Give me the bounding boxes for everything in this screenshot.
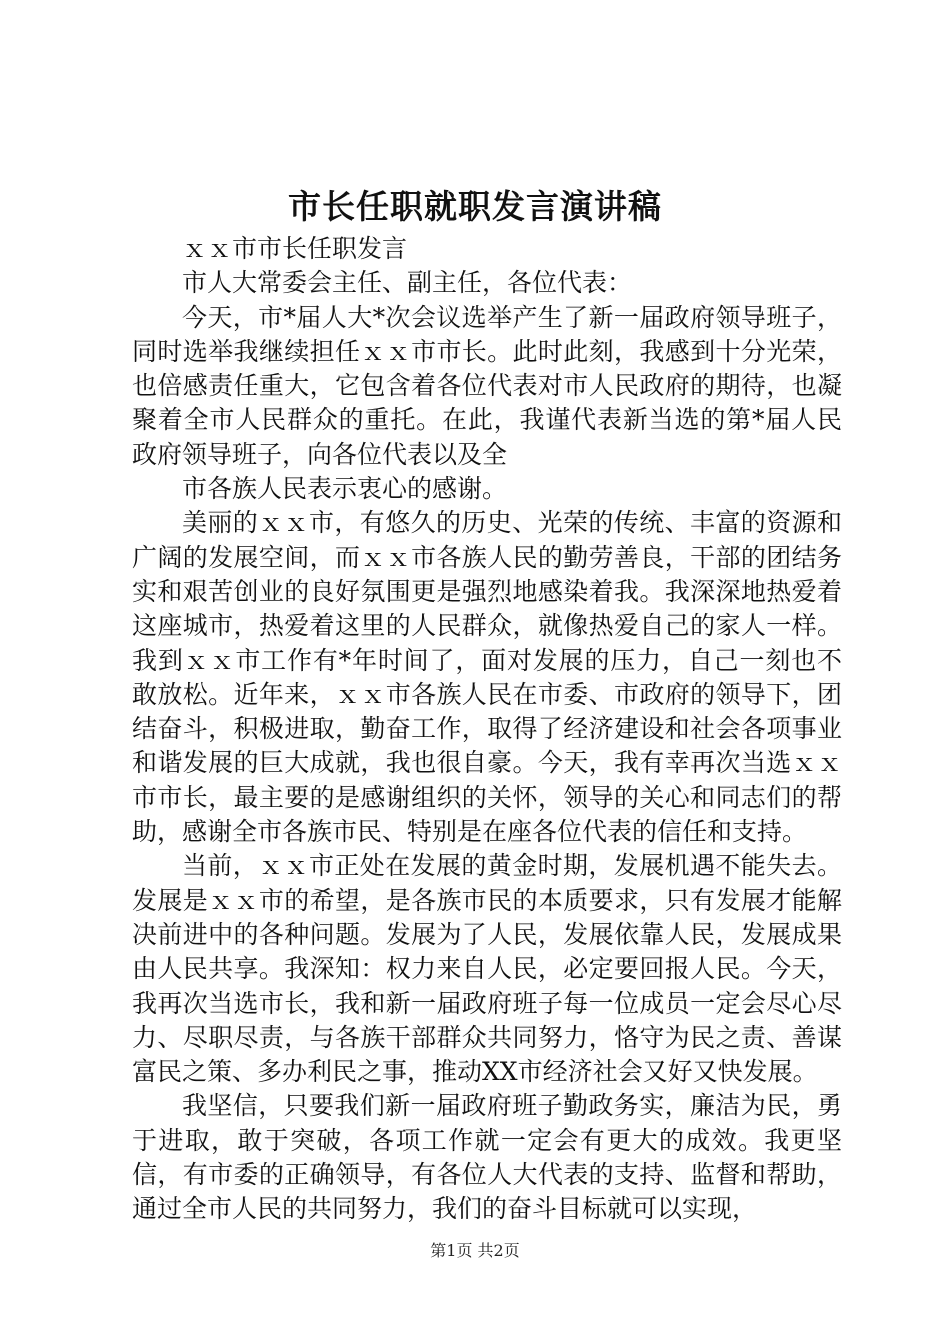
document-body (132, 232, 842, 1227)
page-footer: 第1页 共2页 (430, 1241, 520, 1260)
document-title: 市长任职就职发言演讲稿 (288, 187, 662, 226)
paragraph: 我坚信，只要我们新一届政府班子勤政务实，廉洁为民，勇于进取，敢于突破，各项工作就一定会有更大的成效。我更坚信，有市委的正确领导，有各位人大代表的支持、监督和帮助，通过全市人民的共同努力，我们的奋斗目标就可以实现， (132, 1091, 842, 1224)
paragraph-salutation: 市人大常委会主任、副主任，各位代表： (182, 268, 633, 298)
paragraph: 美丽的ｘｘ市，有悠久的历史、光荣的传统、丰富的资源和广阔的发展空间，而ｘｘ市各族人民的勤劳善良，干部的团结务实和艰苦创业的良好氛围更是强烈地感染着我。我深深地热爱着这座城市，热爱着这里的人民群众，就像热爱自己的家人一样。我到ｘｘ市工作有*年时间了，面对发展的压力，自己一刻也不敢放松。近年来，ｘｘ市各族人民在市委、市政府的领导下，团结奋斗，积极进取，勤奋工作，取得了经济建设和社会各项事业和谐发展的巨大成就，我也很自豪。今天，我有幸再次当选ｘｘ市市长，最主要的是感谢组织的关怀，领导的关心和同志们的帮助，感谢全市各族市民、特别是在座各位代表的信任和支持。 (132, 508, 842, 847)
paragraph-heading: ｘｘ市市长任职发言 (182, 234, 408, 263)
paragraph: 市各族人民表示衷心的感谢。 (182, 474, 508, 504)
paragraph: 当前，ｘｘ市正处在发展的黄金时期，发展机遇不能失去。发展是ｘｘ市的希望，是各族市民的本质要求，只有发展才能解决前进中的各种问题。发展为了人民，发展依靠人民，发展成果由人民共享。我深知：权力来自人民，必定要回报人民。今天，我再次当选市长，我和新一届政府班子每一位成员一定会尽心尽力、尽职尽责，与各族干部群众共同努力，恪守为民之责、善谋富民之策、多办利民之事，推动XX市经济社会又好又快发展。 (132, 851, 842, 1087)
paragraph: 今天，市*届人大*次会议选举产生了新一届政府领导班子，同时选举我继续担任ｘｘ市市长。此时此刻，我感到十分光荣，也倍感责任重大，它包含着各位代表对市人民政府的期待，也凝聚着全市人民群众的重托。在此，我谨代表新当选的第*届人民政府领导班子，向各位代表以及全 (132, 302, 842, 469)
